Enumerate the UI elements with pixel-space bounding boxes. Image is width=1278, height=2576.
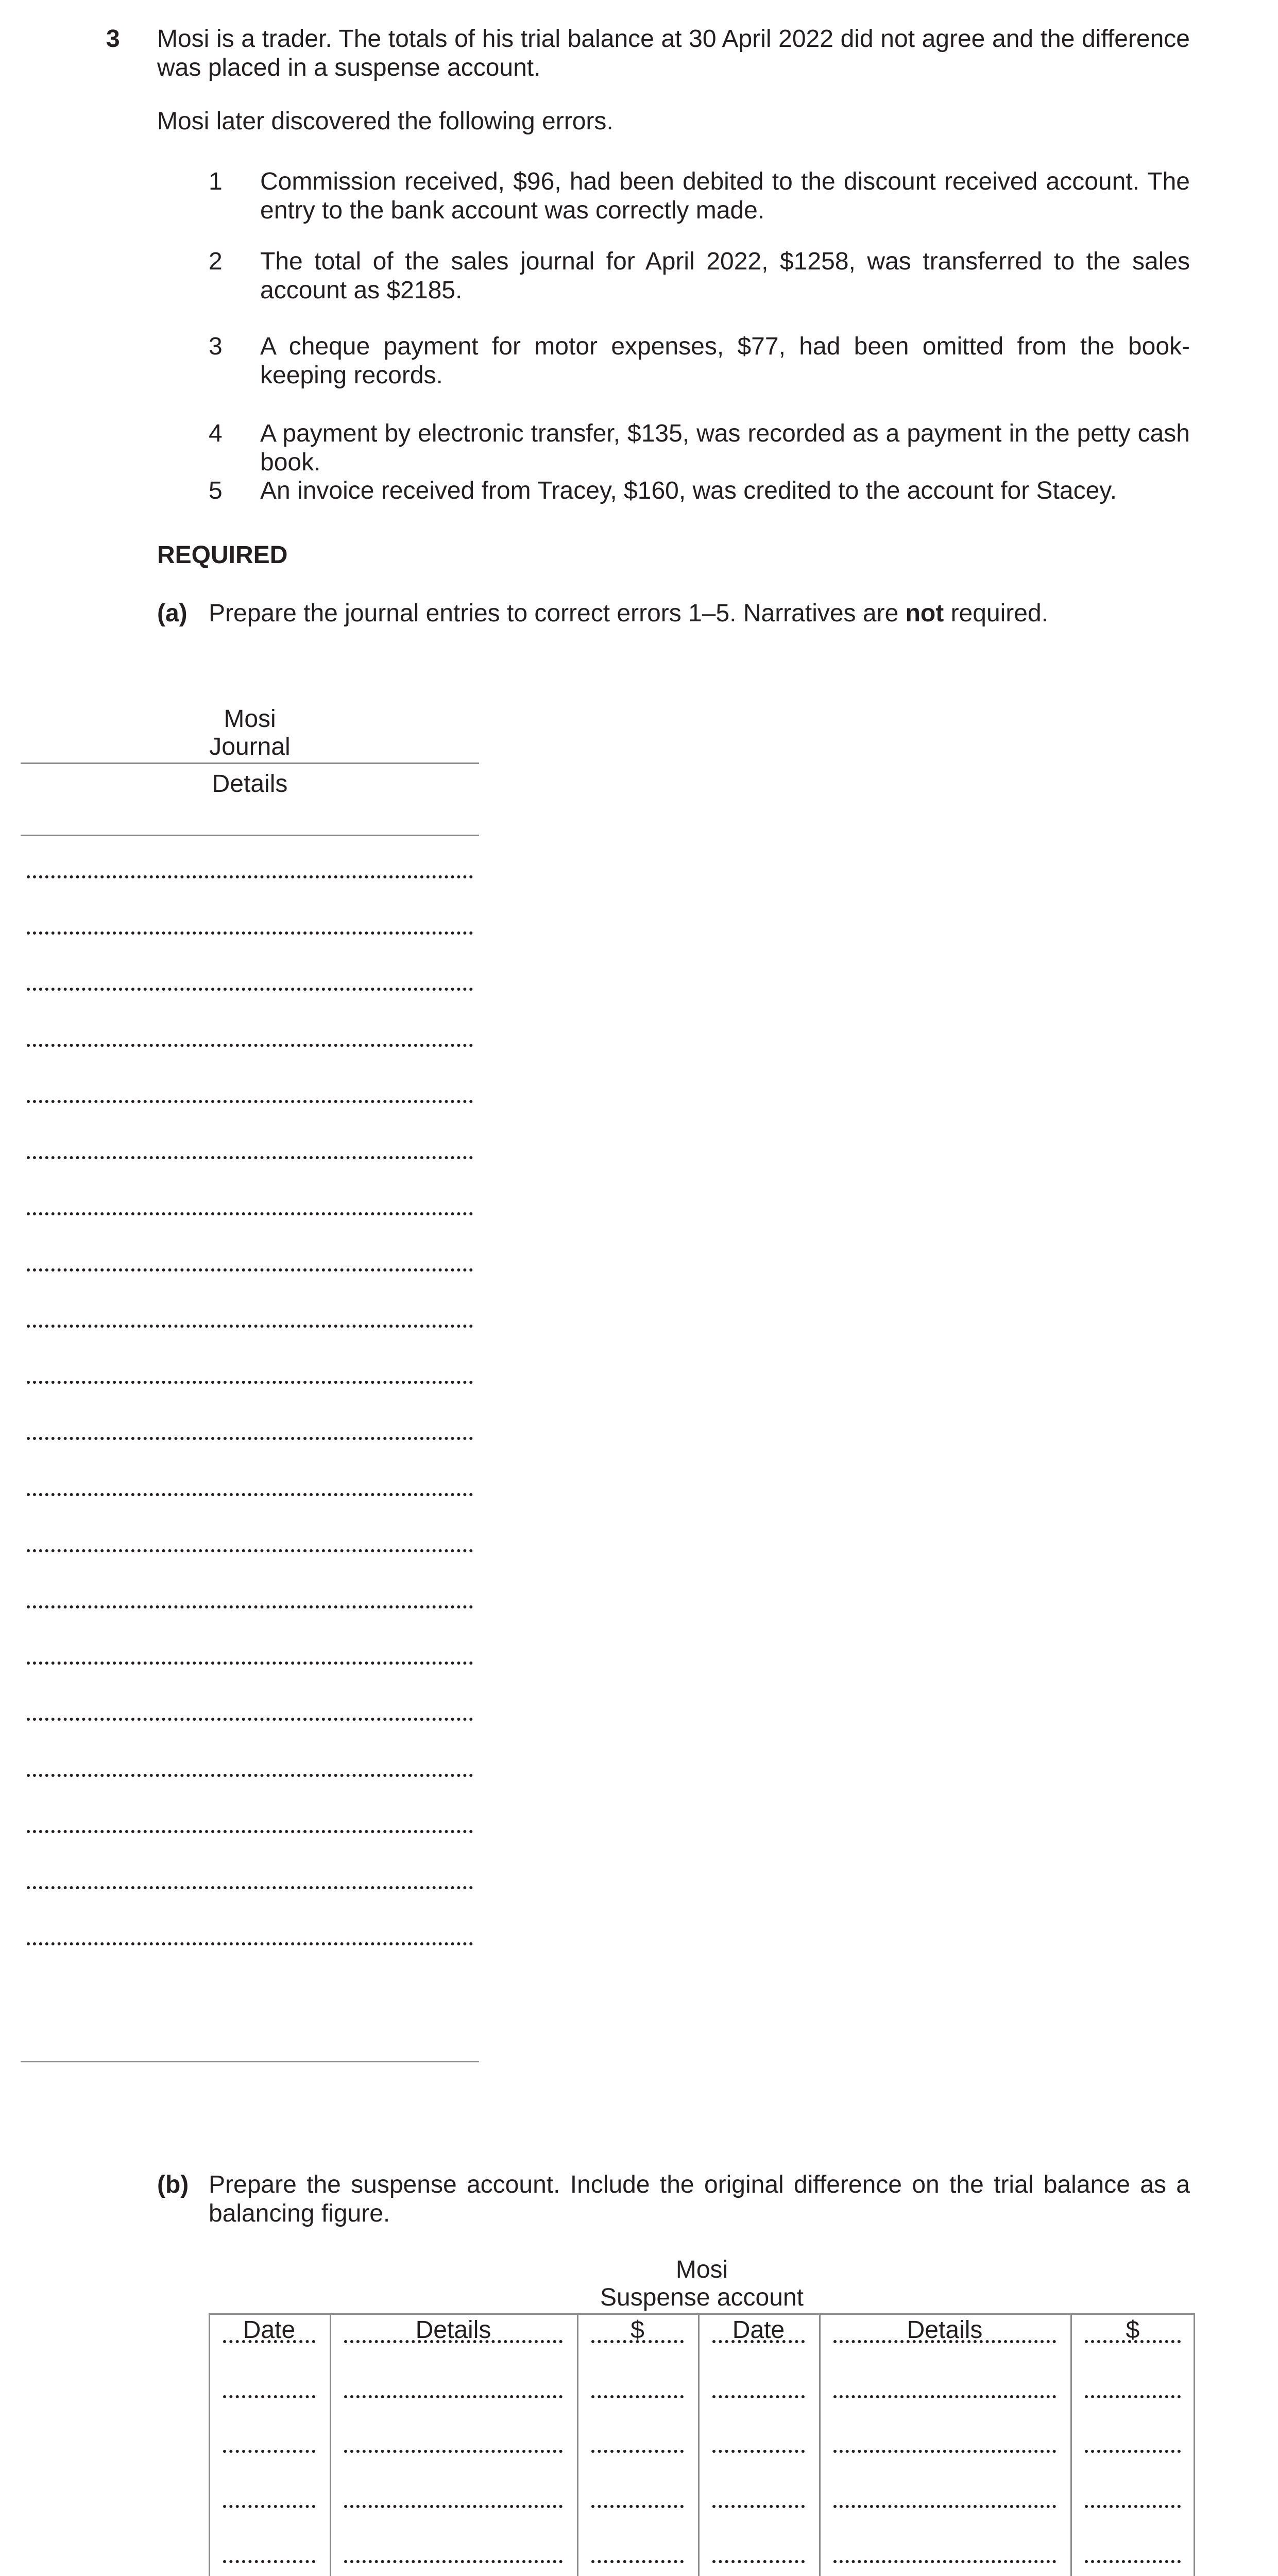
suspense-column-divider (698, 2313, 700, 2576)
suspense-answer-cell[interactable] (833, 2340, 1056, 2343)
journal-title-name: Mosi (224, 705, 276, 733)
suspense-answer-cell[interactable] (591, 2395, 684, 2398)
journal-answer-line[interactable] (27, 1662, 473, 1665)
journal-answer-line[interactable] (27, 1156, 473, 1159)
error-text: A cheque payment for motor expenses, $77, had been omitted from the book-keeping records. (260, 333, 1190, 389)
error-number: 5 (209, 477, 223, 504)
part-a-label: (a) (157, 600, 188, 627)
suspense-answer-cell[interactable] (712, 2505, 805, 2508)
suspense-answer-cell[interactable] (833, 2560, 1056, 2563)
suspense-header: $ (1126, 2316, 1140, 2344)
journal-answer-line[interactable] (27, 988, 473, 991)
journal-answer-line[interactable] (27, 1325, 473, 1328)
journal-answer-line[interactable] (27, 1886, 473, 1889)
suspense-column-divider (1070, 2313, 1072, 2576)
journal-answer-line[interactable] (27, 1044, 473, 1047)
journal-answer-line[interactable] (27, 931, 473, 935)
error-text: An invoice received from Tracey, $160, was credited to the account for Stacey. (260, 477, 1117, 504)
errors-intro: Mosi later discovered the following errors. (157, 108, 614, 135)
journal-answer-line[interactable] (27, 1493, 473, 1496)
suspense-answer-cell[interactable] (712, 2340, 805, 2343)
error-text: A payment by electronic transfer, $135, was recorded as a payment in the petty cash book. (260, 420, 1190, 476)
suspense-answer-cell[interactable] (344, 2505, 563, 2508)
error-text: Commission received, $96, had been debited to the discount received account. The entry to the bank account was correctly made. (260, 168, 1190, 224)
journal-bottom-rule (21, 2061, 479, 2062)
suspense-answer-cell[interactable] (1085, 2450, 1181, 2453)
journal-answer-line[interactable] (27, 1100, 473, 1103)
journal-header-rule (21, 835, 479, 836)
journal-title: Journal (209, 733, 291, 760)
journal-answer-line[interactable] (27, 1774, 473, 1777)
suspense-answer-cell[interactable] (591, 2340, 684, 2343)
suspense-answer-cell[interactable] (1085, 2340, 1181, 2343)
suspense-answer-cell[interactable] (712, 2450, 805, 2453)
question-intro: Mosi is a trader. The totals of his trial balance at 30 April 2022 did not agree and the difference was placed in a suspense account. (157, 25, 1190, 81)
suspense-header: Details (907, 2316, 983, 2344)
suspense-answer-cell[interactable] (833, 2505, 1056, 2508)
suspense-answer-cell[interactable] (1085, 2505, 1181, 2508)
suspense-account-table (209, 2313, 1195, 2576)
part-b-text: Prepare the suspense account. Include the original difference on the trial balance as a balancing figure. (209, 2171, 1190, 2227)
suspense-column-divider (330, 2313, 331, 2576)
error-text: The total of the sales journal for April 2022, $1258, was transferred to the sales account as $2185. (260, 248, 1190, 304)
part-a-text: Prepare the journal entries to correct errors 1–5. Narratives are not required. (209, 600, 1049, 627)
suspense-answer-cell[interactable] (591, 2505, 684, 2508)
suspense-header: Date (732, 2316, 785, 2344)
suspense-header: $ (631, 2316, 644, 2344)
journal-top-rule (21, 762, 479, 764)
suspense-answer-cell[interactable] (223, 2505, 315, 2508)
journal-column-header: Details (212, 770, 288, 798)
journal-answer-line[interactable] (27, 1212, 473, 1215)
suspense-answer-cell[interactable] (1085, 2560, 1181, 2563)
journal-answer-line[interactable] (27, 1381, 473, 1384)
suspense-title-name: Mosi (675, 2256, 728, 2283)
suspense-answer-cell[interactable] (833, 2450, 1056, 2453)
required-heading: REQUIRED (157, 541, 288, 569)
suspense-column-divider (819, 2313, 821, 2576)
suspense-header: Details (415, 2316, 491, 2344)
journal-answer-line[interactable] (27, 875, 473, 878)
suspense-answer-cell[interactable] (344, 2395, 563, 2398)
suspense-answer-cell[interactable] (591, 2560, 684, 2563)
journal-answer-line[interactable] (27, 1830, 473, 1833)
part-b-label: (b) (157, 2171, 189, 2198)
journal-answer-line[interactable] (27, 1437, 473, 1440)
suspense-answer-cell[interactable] (712, 2560, 805, 2563)
journal-answer-line[interactable] (27, 1549, 473, 1552)
question-number: 3 (106, 25, 120, 53)
error-number: 1 (209, 168, 223, 195)
suspense-answer-cell[interactable] (344, 2340, 563, 2343)
error-number: 4 (209, 420, 223, 447)
suspense-title: Suspense account (600, 2284, 804, 2311)
suspense-column-divider (577, 2313, 578, 2576)
error-number: 3 (209, 333, 223, 360)
journal-answer-line[interactable] (27, 1942, 473, 1945)
suspense-answer-cell[interactable] (223, 2560, 315, 2563)
suspense-answer-cell[interactable] (344, 2450, 563, 2453)
suspense-answer-cell[interactable] (591, 2450, 684, 2453)
suspense-answer-cell[interactable] (223, 2340, 315, 2343)
journal-answer-line[interactable] (27, 1268, 473, 1272)
error-number: 2 (209, 248, 223, 275)
journal-answer-line[interactable] (27, 1718, 473, 1721)
suspense-answer-cell[interactable] (833, 2395, 1056, 2398)
suspense-answer-cell[interactable] (223, 2395, 315, 2398)
journal-answer-line[interactable] (27, 1605, 473, 1608)
suspense-answer-cell[interactable] (712, 2395, 805, 2398)
suspense-answer-cell[interactable] (344, 2560, 563, 2563)
suspense-answer-cell[interactable] (223, 2450, 315, 2453)
suspense-answer-cell[interactable] (1085, 2395, 1181, 2398)
suspense-header: Date (243, 2316, 296, 2344)
